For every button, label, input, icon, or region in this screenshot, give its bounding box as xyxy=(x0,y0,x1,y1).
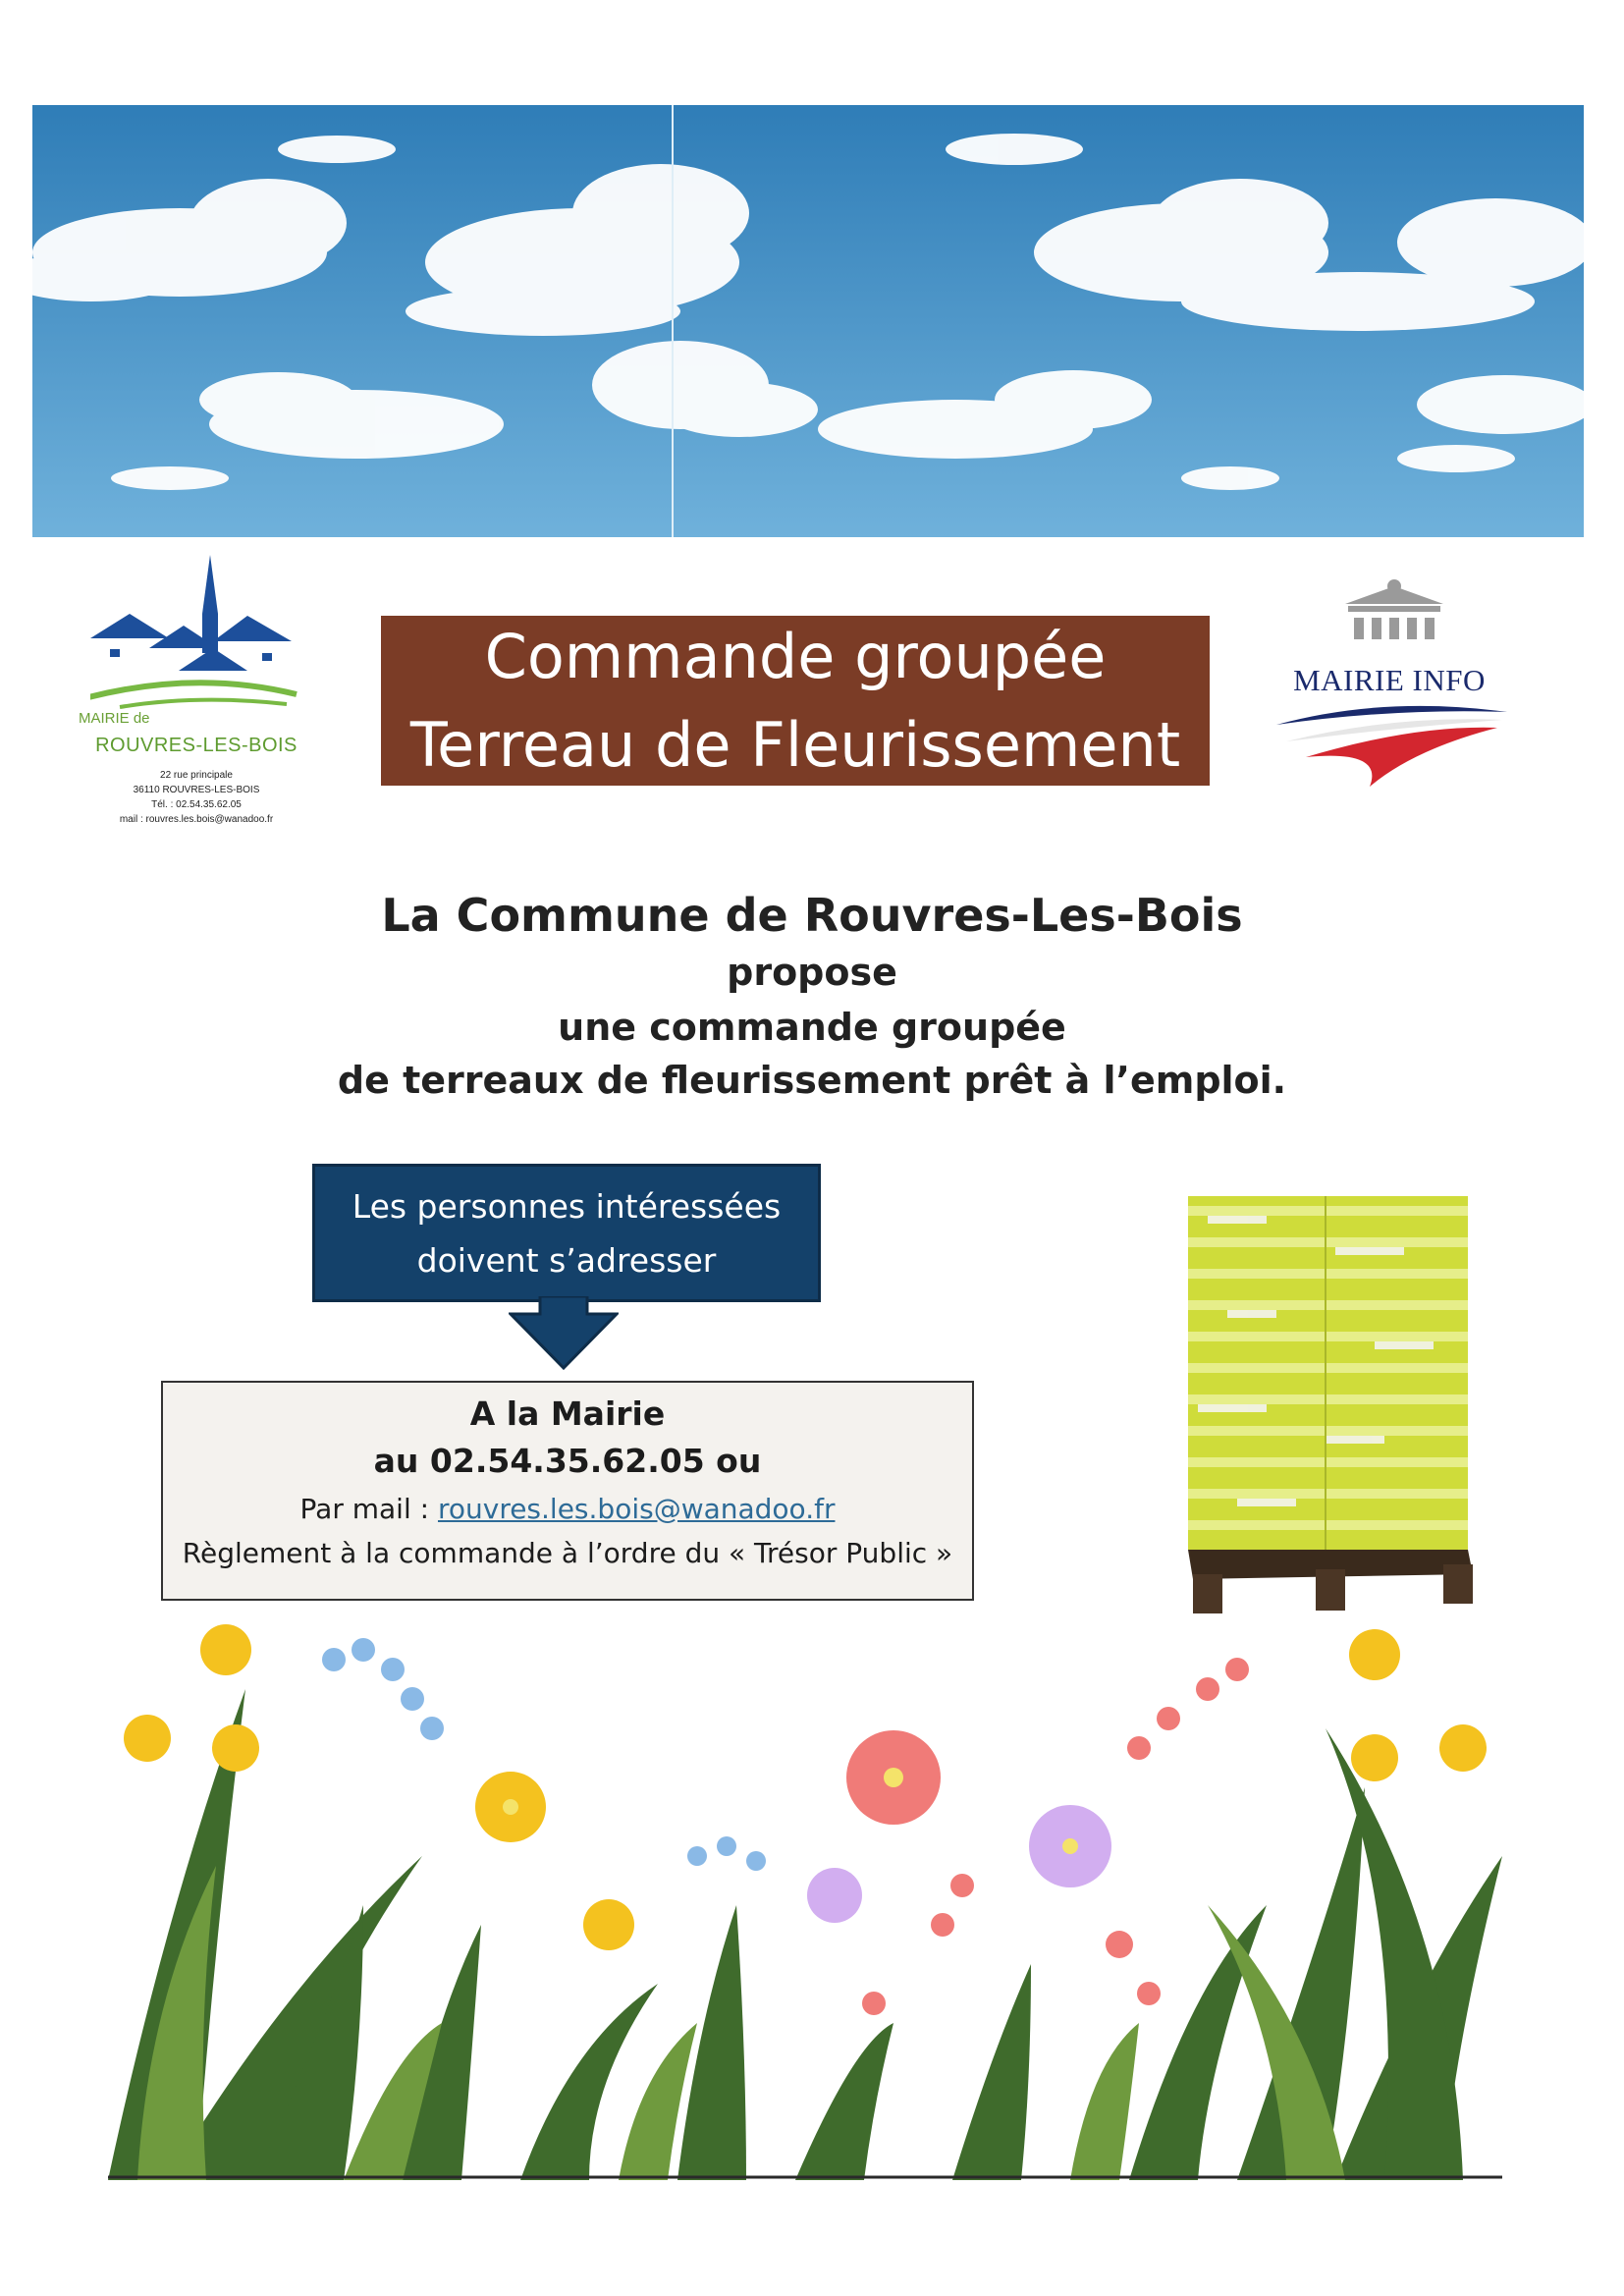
logo-commune-name: ROUVRES-LES-BOIS xyxy=(95,735,298,756)
contact-phone-line: au 02.54.35.62.05 ou xyxy=(373,1442,762,1480)
title-line-1: Commande groupée xyxy=(484,620,1107,692)
callout-line-1: Les personnes intéressées xyxy=(352,1186,782,1226)
mairie-rouvres-logo xyxy=(69,555,324,840)
mairie-info-logo xyxy=(1257,574,1522,791)
payment-line: Règlement à la commande à l’ordre du « Trésor Public » xyxy=(182,1537,953,1569)
town-hall-icon xyxy=(1340,574,1448,643)
mairie-info-text: MAIRIE INFO xyxy=(1293,663,1486,697)
sky-banner-image xyxy=(32,105,1584,537)
down-arrow-icon xyxy=(509,1296,619,1370)
email-link[interactable]: rouvres.les.bois@wanadoo.fr xyxy=(437,1493,836,1525)
logo-address-line: 22 rue principale xyxy=(160,770,233,781)
logo-phone-line: Tél. : 02.54.35.62.05 xyxy=(151,799,242,810)
contact-mairie-line: A la Mairie xyxy=(469,1394,666,1433)
logo-mairie-label: MAIRIE de xyxy=(79,710,150,727)
intro-line: de terreaux de fleurissement prêt à l’emploi. xyxy=(337,1059,1287,1102)
tricolor-swoosh-icon xyxy=(1267,700,1512,789)
intro-line: une commande groupée xyxy=(558,1006,1066,1049)
title-line-2: Terreau de Fleurissement xyxy=(409,708,1181,781)
title-banner xyxy=(381,616,1210,786)
intro-line: propose xyxy=(727,951,897,994)
mail-label: Par mail : xyxy=(299,1493,438,1525)
callout-line-2: doivent s’adresser xyxy=(416,1240,717,1280)
callout-box xyxy=(312,1164,821,1302)
soil-pallet-image xyxy=(1178,1176,1483,1618)
flowers-illustration xyxy=(108,1611,1502,2180)
logo-email-line: mail : rouvres.les.bois@wanadoo.fr xyxy=(119,814,274,825)
logo-address-line: 36110 ROUVRES-LES-BOIS xyxy=(133,785,260,795)
contact-box xyxy=(161,1381,974,1601)
contact-mail-line xyxy=(163,1493,972,1525)
intro-heading: La Commune de Rouvres-Les-Bois xyxy=(381,889,1243,942)
village-icon xyxy=(90,555,302,712)
